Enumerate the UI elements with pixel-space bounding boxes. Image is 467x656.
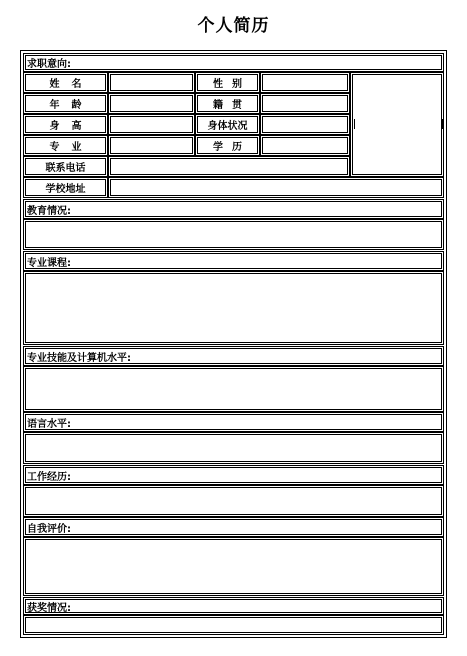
age-field[interactable] [108,93,195,114]
school-address-field[interactable] [108,177,444,198]
gender-label: 性别 [195,72,260,93]
language-field[interactable] [23,432,444,464]
gender-field[interactable] [260,72,350,93]
height-label: 身高 [23,114,108,135]
major-label: 专业 [23,135,108,156]
work-experience-heading: 工作经历: [23,465,444,485]
education-history-heading: 教育情况: [23,199,444,219]
work-experience-field[interactable] [23,485,444,517]
school-address-label: 学校地址 [23,177,108,198]
health-field[interactable] [260,114,350,135]
name-field[interactable] [108,72,195,93]
education-label: 学历 [195,135,260,156]
page-title: 个人简历 [197,16,270,36]
health-label: 身体状况 [195,114,260,135]
skills-heading: 专业技能及计算机水平: [23,346,444,366]
courses-field[interactable] [23,271,444,345]
age-label: 年龄 [23,93,108,114]
major-field[interactable] [108,135,195,156]
language-heading: 语言水平: [23,412,444,432]
self-evaluation-heading: 自我评价: [23,517,444,537]
awards-field[interactable] [23,615,444,635]
courses-heading: 专业课程: [23,251,444,271]
phone-field[interactable] [108,156,350,177]
photo-tick-left [354,119,355,129]
skills-field[interactable] [23,366,444,412]
education-history-field[interactable] [23,219,444,250]
education-field[interactable] [260,135,350,156]
self-evaluation-field[interactable] [23,537,444,596]
height-field[interactable] [108,114,195,135]
photo-tick-right [442,119,443,129]
phone-label: 联系电话 [23,156,108,177]
photo-box[interactable] [350,72,444,177]
name-label: 姓名 [23,72,108,93]
native-place-label: 籍贯 [195,93,260,114]
awards-heading: 获奖情况: [23,597,444,615]
native-place-field[interactable] [260,93,350,114]
job-intent-label: 求职意向: [23,53,444,72]
